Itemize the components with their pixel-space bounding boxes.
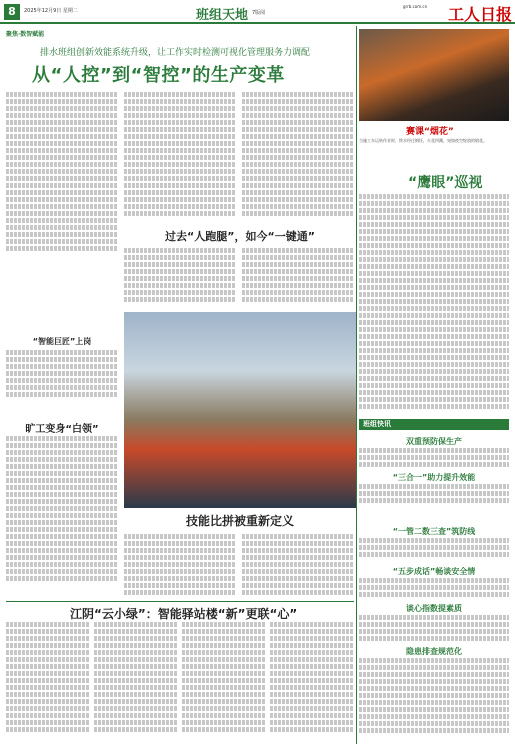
column-title: 班组天地 — [196, 8, 249, 23]
brief-5-title: 谈心指数提素质 — [406, 604, 462, 613]
article-skill-title: 旷工变身“白领” — [25, 424, 99, 435]
article-bottom-title: 江阴“云小绿”：智能驿站楼“新”更联“心” — [70, 607, 298, 621]
page-label: 7版阅 — [252, 10, 266, 16]
brief-3-title: “一管二数三查”筑防线 — [392, 527, 476, 536]
feature-body — [359, 194, 509, 414]
brief-3-body — [359, 538, 509, 560]
page-header — [0, 0, 515, 24]
lead-body-col1 — [6, 92, 118, 257]
page-number: 8 — [4, 4, 20, 20]
past-body-col2 — [242, 248, 354, 308]
port-photo — [124, 312, 356, 508]
tech-body-col2 — [242, 534, 354, 600]
bottom-col2 — [94, 622, 178, 744]
site-url: grrb.com.cn — [403, 4, 428, 9]
news-brief-banner: 班组快讯 — [359, 419, 509, 430]
column-divider — [356, 26, 357, 744]
brief-4-body — [359, 578, 509, 600]
lead-subtitle: 排水班组创新效能系统升级，让工作实时检测可视化管理服务力调配 — [40, 48, 311, 58]
brief-4-title: “五步成话”畅谈安全情 — [392, 567, 476, 576]
issue-date: 2025年12月9日 星期二 — [24, 8, 78, 14]
newspaper-logo: 工人日报 — [448, 5, 513, 24]
lead-headline: 从“人控”到“智控”的生产变革 — [32, 65, 285, 86]
past-body-col1 — [124, 248, 236, 308]
bottom-col4 — [270, 622, 354, 744]
lead-body-col2 — [124, 92, 236, 222]
section-tag: 聚焦·数智赋能 — [6, 31, 45, 38]
article-past-title: 过去“人跑腿”，如今“一键通” — [165, 230, 315, 243]
brief-1-title: 双重预防保生产 — [406, 437, 462, 446]
photo-description: 当施工车运转作业时，铁水经过钢坯，火花四溅，宛如夜空绽放的烟花。 — [359, 138, 487, 143]
brief-2-title: “三合一”助力提升效能 — [392, 473, 476, 482]
brief-5-body — [359, 615, 509, 643]
brain-body — [6, 350, 118, 405]
brief-1-body — [359, 448, 509, 470]
article-tech-title: 技能比拼被重新定义 — [185, 514, 294, 528]
feature-title: “鹰眼”巡视 — [408, 175, 483, 191]
article-brain-title: “智能巨匠”上岗 — [32, 337, 92, 346]
bottom-rule — [6, 601, 354, 602]
bottom-col1 — [6, 622, 90, 744]
skill-body — [6, 436, 118, 598]
brief-6-body — [359, 658, 509, 742]
tech-body-col1 — [124, 534, 236, 600]
photo-caption: 赛课“烟花” — [406, 127, 454, 137]
brief-6-title: 隐患排查规范化 — [406, 647, 462, 656]
bottom-col3 — [182, 622, 266, 744]
brief-2-body — [359, 484, 509, 506]
lead-body-col3 — [242, 92, 354, 222]
sparks-photo — [359, 29, 509, 121]
